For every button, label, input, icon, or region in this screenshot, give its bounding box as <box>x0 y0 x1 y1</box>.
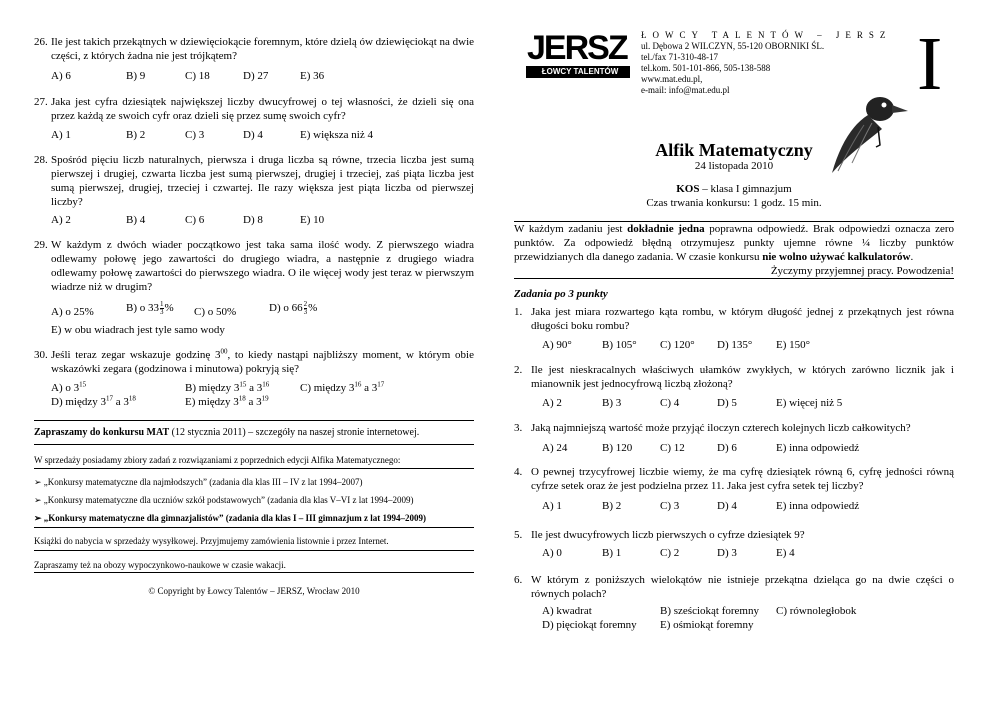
question-number: 6. <box>514 574 523 586</box>
answer-d: D) 27 <box>243 70 269 82</box>
answer-a: A) 90° <box>542 339 572 351</box>
answer-b <box>126 301 174 316</box>
contest-category <box>514 182 954 196</box>
question-number: 29. <box>34 239 48 251</box>
question-text: Jaką najmniejszą wartość może przyjąć iloczyn czterech kolejnych liczb całkowitych? <box>531 422 911 434</box>
answer-c: C) 120° <box>660 339 695 351</box>
answer-e: E) 10 <box>300 214 325 226</box>
question-number: 2. <box>514 364 523 376</box>
answer-d: D) 5 <box>717 397 737 409</box>
rules-part: . <box>910 251 914 263</box>
superscript: 15 <box>239 380 247 389</box>
superscript: 19 <box>261 394 269 403</box>
question-4 <box>514 465 954 512</box>
answer-text: a 3 <box>112 396 129 408</box>
level-numeral: I <box>917 22 943 106</box>
book-title: „Konkursy matematyczne dla najmłodszych” (zadania dla klas III – IV z lat 1994–2007) <box>43 477 363 487</box>
answer-e: E) inna odpowiedź <box>776 442 860 454</box>
brand-name: ŁOWCY TALENTÓW – JERSZ <box>641 30 892 40</box>
question-text: Ile jest nieskracalnych właściwych ułamków zwykłych, w których zarówno licznik jak i mianownik jest jednocyfrową liczbą złożoną? <box>531 364 954 390</box>
question-27 <box>34 95 474 141</box>
question-text: Ile jest takich przekątnych w dziewięciokącie foremnym, które dzielą ów dziewięciokąt na dwie części, z których żadna nie jest trójkątem? <box>51 36 475 62</box>
camps-note: Zapraszamy też na obozy wypoczynkowo-naukowe w czasie wakacji. <box>34 560 286 570</box>
phones: tel.kom. 501-101-866, 505-138-588 <box>641 63 771 73</box>
bullet-icon: ➢ <box>34 513 42 523</box>
rules-text <box>514 222 954 264</box>
answer-a: A) 1 <box>51 129 71 141</box>
question-1 <box>514 305 954 351</box>
fraction <box>160 301 164 316</box>
question-6 <box>514 573 954 631</box>
contest-date: 24 listopada 2010 <box>694 160 774 172</box>
website: www.mat.edu.pl, <box>641 74 703 84</box>
fraction <box>304 301 308 316</box>
answer-text: A) o 3 <box>51 382 80 394</box>
answer-text: C) między 3 <box>300 382 355 394</box>
answer-e: E) ośmiokąt foremny <box>660 619 754 631</box>
superscript: 17 <box>105 394 113 403</box>
answer-e <box>185 395 269 409</box>
question-29 <box>34 238 474 336</box>
logo-subtext: ŁOWCY TALENTÓW <box>541 67 619 76</box>
answer-b <box>185 381 269 395</box>
superscript: 16 <box>354 380 362 389</box>
bullet-icon: ➢ <box>34 477 42 487</box>
answer-d-unit: % <box>308 302 318 315</box>
category-code: KOS <box>676 183 700 195</box>
answer-b: B) 1 <box>602 547 622 559</box>
answer-d: D) 3 <box>717 547 737 559</box>
answer-a <box>51 381 86 395</box>
divider <box>34 527 474 528</box>
category-class: – klasa I gimnazjum <box>699 183 792 195</box>
question-number: 5. <box>514 529 523 541</box>
section-heading: Zadania po 3 punkty <box>514 288 608 300</box>
rules-part: poprawna odpowiedź. Brak odpowiedzi oznacza zero punktów. Za odpowiedź błędną otrzymujesz punkty ujemne równe ¼ liczby punktów przewidzianych dla danego zadania. W czasie konkursu <box>514 223 955 263</box>
question-number: 30. <box>34 349 48 361</box>
divider <box>34 420 474 421</box>
answer-c: C) równoległobok <box>776 605 857 617</box>
denominator: 3 <box>303 308 308 316</box>
question-30 <box>34 347 474 408</box>
question-number: 4. <box>514 466 523 478</box>
question-text: O pewnej trzycyfrowej liczbie wiemy, że ma cyfrę dziesiątek równą 6, cyfrę jedności równą cyfrze setek oraz że jest podzielna przez 11. Jaka jest cyfra setek tej liczby? <box>531 466 954 492</box>
answer-text: B) między 3 <box>185 382 240 394</box>
rules-wish: Życzymy przyjemnej pracy. Powodzenia! <box>770 265 954 277</box>
answer-d: D) 4 <box>717 500 737 512</box>
answer-a: A) 2 <box>542 397 562 409</box>
numerator: 2 <box>303 300 308 308</box>
answer-b: B) 2 <box>602 500 622 512</box>
answer-b: B) 2 <box>126 129 146 141</box>
answer-e: E) w obu wiadrach jest tyle samo wody <box>51 324 225 336</box>
divider <box>34 550 474 551</box>
book-item <box>34 511 426 525</box>
answer-a: A) 2 <box>51 214 71 226</box>
answer-a: A) 0 <box>542 547 562 559</box>
answer-e: E) więcej niż 5 <box>776 397 843 409</box>
question-text: W każdym z dwóch wiader początkowo jest taka sama ilość wody. Z pierwszego wiadra odlewamy połowę jego zawartości do drugiego wiadra, a następnie z drugiego wiadra odlewamy połowę zawartości do pierwszego wiadra. O ile więcej wody jest teraz w pierwszym wiadrze niż w drugim? <box>51 239 474 293</box>
rules-box <box>514 221 954 279</box>
denominator: 3 <box>160 308 164 316</box>
answer-b: B) 4 <box>126 214 146 226</box>
answer-d: D) 135° <box>717 339 753 351</box>
book-item <box>34 475 363 489</box>
answer-c: C) 3 <box>185 129 205 141</box>
question-number: 28. <box>34 154 48 166</box>
address: ul. Dębowa 2 WILCZYN, 55-120 OBORNIKI ŚL. <box>641 41 825 51</box>
answer-b-unit: % <box>164 302 174 315</box>
rules-bold: dokładnie jedna <box>627 223 705 235</box>
answer-a: A) 6 <box>51 70 71 82</box>
answer-c: C) 3 <box>660 500 680 512</box>
question-number: 27. <box>34 96 48 108</box>
rules-bold: nie wolno używać kalkulatorów <box>762 251 911 263</box>
question-text: Jaka jest cyfra dziesiątek największej liczby dwucyfrowej o tej własności, że dzieli się ona przez każdą ze swoich cyfr oraz dzieli się przez sumę swoich cyfr? <box>51 96 474 122</box>
divider <box>34 444 474 445</box>
answer-d <box>51 395 136 409</box>
superscript: 17 <box>377 380 385 389</box>
question-number: 1. <box>514 306 523 318</box>
answer-b-text: B) o 33 <box>126 302 159 315</box>
answer-a: A) 24 <box>542 442 568 454</box>
answer-e: E) inna odpowiedź <box>776 500 860 512</box>
answer-c <box>300 381 384 395</box>
question-text: W którym z poniższych wielokątów nie istnieje przekątna dzieląca go na dwie części o równych polach? <box>531 574 954 600</box>
answer-d-text: D) o 66 <box>269 302 303 315</box>
answer-c: C) 12 <box>660 442 685 454</box>
answer-b: B) 3 <box>602 397 622 409</box>
answer-d <box>269 301 317 316</box>
answer-text: a 3 <box>245 396 262 408</box>
rules-part: W każdym zadaniu jest <box>514 223 628 235</box>
answer-b: B) 120 <box>602 442 633 454</box>
answer-text: a 3 <box>246 382 263 394</box>
copyright: © Copyright by Łowcy Talentów – JERSZ, Wrocław 2010 <box>148 586 360 596</box>
mail-order-note: Książki do nabycia w sprzedaży wysyłkowej. Przyjmujemy zamówienia listownie i przez Internet. <box>34 536 389 546</box>
superscript: 16 <box>262 380 270 389</box>
question-text: Jaka jest miara rozwartego kąta rombu, w którym długość jednej z przekątnych jest równa długości boku rombu? <box>531 306 954 332</box>
divider <box>34 468 474 469</box>
answer-text: E) między 3 <box>185 396 239 408</box>
answer-e: E) 4 <box>776 547 795 559</box>
answer-c: C) 4 <box>660 397 680 409</box>
answer-e: E) 150° <box>776 339 811 351</box>
question-26 <box>34 35 475 82</box>
answer-c: C) 6 <box>185 214 205 226</box>
superscript: 15 <box>79 380 87 389</box>
answer-text: a 3 <box>361 382 378 394</box>
bullet-icon: ➢ <box>34 495 42 505</box>
question-text: Spośród pięciu liczb naturalnych, pierwsza i druga liczba są równe, trzecia liczba jest sumą pierwszej i drugiej, czwarta liczba jest sumą pierwszej, drugiej i trzeciej, zaś piąta liczba jest sumą pierwszej, drugiej, trzeciej i czwartej. Ile razy większa jest piąta liczba od pierwszej liczby? <box>51 154 474 208</box>
answer-text: D) między 3 <box>51 396 106 408</box>
answer-b: B) 9 <box>126 70 146 82</box>
question-number: 26. <box>34 36 48 48</box>
promo-bold: Zapraszamy do konkursu MAT <box>34 427 170 438</box>
answer-e: E) 36 <box>300 70 325 82</box>
divider <box>34 572 474 573</box>
superscript: 00 <box>220 347 228 356</box>
text-part: , to kiedy nastąpi najbliższy moment, w którym obie wskazówki zegara (godzinowa i minutowa) pokryją się? <box>51 349 474 375</box>
text-part: Jeśli teraz zegar wskazuje godzinę 3 <box>51 349 221 361</box>
book-item <box>34 493 414 507</box>
answer-d: D) 8 <box>243 214 263 226</box>
logo-text: JERSZ <box>527 29 627 67</box>
question-2 <box>514 363 954 409</box>
answer-d: D) 6 <box>717 442 737 454</box>
question-number: 3. <box>514 422 523 434</box>
question-3 <box>514 421 954 454</box>
numerator: 1 <box>160 300 164 308</box>
superscript: 18 <box>128 394 136 403</box>
question-5 <box>514 528 954 559</box>
answer-d: D) pięciokąt foremny <box>542 619 637 631</box>
promo-rest: (12 stycznia 2011) – szczegóły na naszej stronie internetowej. <box>169 427 420 438</box>
answer-b: B) sześciokąt foremny <box>660 605 759 617</box>
answer-b: B) 105° <box>602 339 637 351</box>
promo-line <box>34 426 419 440</box>
question-28 <box>34 153 474 226</box>
book-title: „Konkursy matematyczne dla uczniów szkół podstawowych” (zadania dla klas V–VI z lat 1994–2009) <box>43 495 414 505</box>
superscript: 18 <box>238 394 246 403</box>
answer-e: E) większa niż 4 <box>300 129 373 141</box>
book-title: „Konkursy matematyczne dla gimnazjalistów” (zadania dla klas I – III gimnazjum z lat 1994–2009) <box>43 513 427 523</box>
contest-duration: Czas trwania konkursu: 1 godz. 15 min. <box>646 197 822 209</box>
fax: tel./fax 71-310-48-17 <box>641 52 718 62</box>
answer-a: A) 1 <box>542 500 562 512</box>
contest-title: Alfik Matematyczny <box>655 140 813 160</box>
answer-c: C) 18 <box>185 70 210 82</box>
question-text: Ile jest dwucyfrowych liczb pierwszych o cyfrze dziesiątek 9? <box>531 529 805 541</box>
question-text <box>51 348 474 376</box>
sales-intro: W sprzedaży posiadamy zbiory zadań z rozwiązaniami z poprzednich edycji Alfika Matematycznego: <box>34 455 401 465</box>
answer-a: A) kwadrat <box>542 605 592 617</box>
answer-c: C) o 50% <box>194 306 237 318</box>
answer-a: A) o 25% <box>51 306 94 318</box>
email: e-mail: info@mat.edu.pl <box>641 85 730 95</box>
answer-c: C) 2 <box>660 547 680 559</box>
answer-d: D) 4 <box>243 129 263 141</box>
jersz-logo <box>524 29 634 84</box>
